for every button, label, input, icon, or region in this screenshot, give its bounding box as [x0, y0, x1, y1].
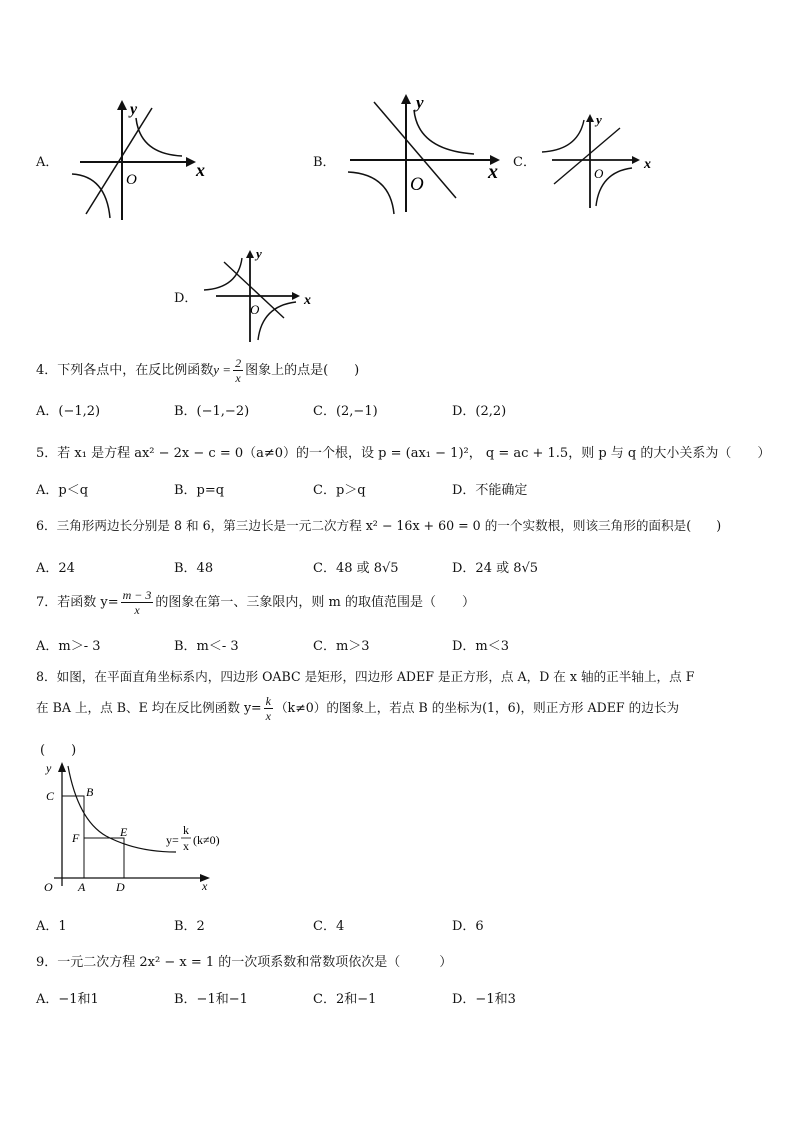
point-b-label: B [86, 785, 94, 799]
q8-option-d[interactable]: D．6 [452, 919, 484, 934]
q4-option-a[interactable]: A．(−1,2) [36, 404, 101, 419]
q6-option-a[interactable]: A．24 [36, 561, 75, 576]
x-arrow [632, 156, 640, 164]
q8-option-b[interactable]: B．2 [174, 919, 205, 934]
hyperbola-branch-1 [542, 120, 584, 152]
q9-option-a[interactable]: A．−1和1 [36, 992, 99, 1007]
x-label: x [304, 293, 311, 308]
q4-option-c[interactable]: C．(2,−1) [313, 404, 378, 419]
graph-b [340, 88, 510, 218]
point-d-label: D [116, 880, 125, 894]
y-label: y [596, 112, 602, 127]
q7-stem-post: 的图象在第一、三象限内，则 m 的取值范围是（ ） [155, 595, 475, 610]
y-arrow [246, 250, 254, 258]
q4-option-b[interactable]: B．(−1,−2) [174, 404, 250, 419]
question-7 [36, 588, 475, 617]
line-graph [554, 128, 620, 184]
func-label-den: x [183, 839, 189, 853]
point-a-label: A [78, 880, 86, 894]
square-adef [84, 838, 124, 878]
q7-option-b[interactable]: B．m＜- 3 [174, 639, 239, 654]
hyperbola-branch-2 [72, 174, 110, 218]
q8-option-c[interactable]: C．4 [313, 919, 345, 934]
q8-fraction [264, 694, 273, 723]
option-d-label: D． [174, 291, 198, 306]
origin-label: O [126, 172, 137, 188]
origin-label: O [410, 174, 424, 195]
q8-option-a[interactable]: A．1 [36, 919, 67, 934]
q8-frac-num: k [265, 694, 271, 708]
x-label: x [644, 157, 651, 172]
option-a-label: A． [36, 155, 59, 170]
q5-option-c[interactable]: C．p＞q [313, 483, 366, 498]
q7-option-d[interactable]: D．m＜3 [452, 639, 510, 654]
q4-func-lhs: y = [213, 362, 232, 377]
hyperbola-branch-1 [414, 110, 474, 154]
q5-option-d[interactable]: D．不能确定 [452, 483, 528, 498]
q5-option-b[interactable]: B．p=q [174, 483, 225, 498]
q7-stem-pre: 7．若函数 y= [36, 595, 119, 610]
q4-option-d[interactable]: D．(2,2) [452, 404, 507, 419]
func-label-lhs: y= [166, 833, 179, 847]
option-c-label: C． [513, 155, 536, 170]
q9-option-c[interactable]: C．2和−1 [313, 992, 377, 1007]
q6-option-c[interactable]: C．48 或 8√5 [313, 561, 399, 576]
q4-stem-pre: 4．下列各点中，在反比例函数 [36, 363, 214, 378]
q4-stem-post: 图象上的点是( ) [245, 363, 360, 378]
q7-fraction [121, 588, 154, 617]
y-label: y [256, 246, 262, 261]
hyperbola-branch-2 [258, 302, 296, 340]
question-9: 9．一元二次方程 2x² − x = 1 的一次项系数和常数项依次是（ ） [36, 955, 453, 970]
graph-c [538, 108, 658, 216]
y-label: y [416, 93, 424, 112]
question-8-line-2 [36, 694, 679, 723]
q4-fraction [233, 356, 243, 385]
func-label-num: k [183, 823, 189, 837]
y-arrow [586, 114, 594, 122]
q9-option-d[interactable]: D．−1和3 [452, 992, 516, 1007]
origin-label: O [594, 166, 604, 181]
origin-label: O [250, 302, 260, 317]
q6-option-d[interactable]: D．24 或 8√5 [452, 561, 539, 576]
q9-option-b[interactable]: B．−1和−1 [174, 992, 248, 1007]
y-label: y [46, 761, 52, 775]
func-label-cond: (k≠0) [193, 833, 220, 847]
q8-frac-den: x [265, 709, 271, 723]
option-b-label: B． [313, 155, 336, 170]
q8-line2-pre: 在 BA 上，点 B、E 均在反比例函数 y= [36, 700, 262, 715]
point-c-label: C [46, 789, 55, 803]
point-f-label: F [72, 831, 80, 845]
graph-d [200, 244, 320, 344]
q8-figure [36, 760, 236, 898]
q7-option-a[interactable]: A．m＞- 3 [36, 639, 101, 654]
question-6: 6．三角形两边长分别是 8 和 6，第三边长是一元二次方程 x² − 16x + 60 = 0 的一个实数根，则该三角形的面积是( ) [36, 518, 722, 533]
q7-frac-den: x [134, 603, 140, 617]
question-8-line-3: ( ) [40, 743, 77, 758]
point-e-label: E [120, 825, 128, 839]
question-4 [36, 356, 359, 385]
x-label: x [202, 879, 208, 893]
y-arrow [401, 94, 411, 104]
q5-option-a[interactable]: A．p＜q [36, 483, 89, 498]
x-arrow [292, 292, 300, 300]
q6-option-b[interactable]: B．48 [174, 561, 214, 576]
q7-frac-num: m − 3 [122, 588, 152, 602]
graph-a [66, 96, 206, 226]
hyperbola-branch-1 [204, 258, 242, 290]
q7-option-c[interactable]: C．m＞3 [313, 639, 370, 654]
y-label: y [130, 101, 138, 118]
question-5: 5．若 x₁ 是方程 ax² − 2x − c = 0（a≠0）的一个根，设 p = (ax₁ − 1)²， q = ac + 1.5，则 p 与 q 的大小关系为（ ） [36, 446, 771, 461]
x-label: x [488, 161, 498, 183]
x-label: x [196, 160, 205, 180]
q8-line2-post: （k≠0）的图象上，若点 B 的坐标为(1，6)，则正方形 ADEF 的边长为 [274, 700, 680, 715]
y-arrow [58, 762, 66, 772]
y-arrow [117, 100, 127, 110]
point-o-label: O [44, 880, 53, 894]
q4-frac-num: 2 [235, 356, 242, 370]
x-arrow [186, 157, 196, 167]
question-8-line-1: 8．如图，在平面直角坐标系内，四边形 OABC 是矩形，四边形 ADEF 是正方形，点 A，D 在 x 轴的正半轴上，点 F [36, 669, 695, 684]
hyperbola-branch-2 [348, 172, 394, 214]
q4-frac-den: x [235, 371, 241, 385]
